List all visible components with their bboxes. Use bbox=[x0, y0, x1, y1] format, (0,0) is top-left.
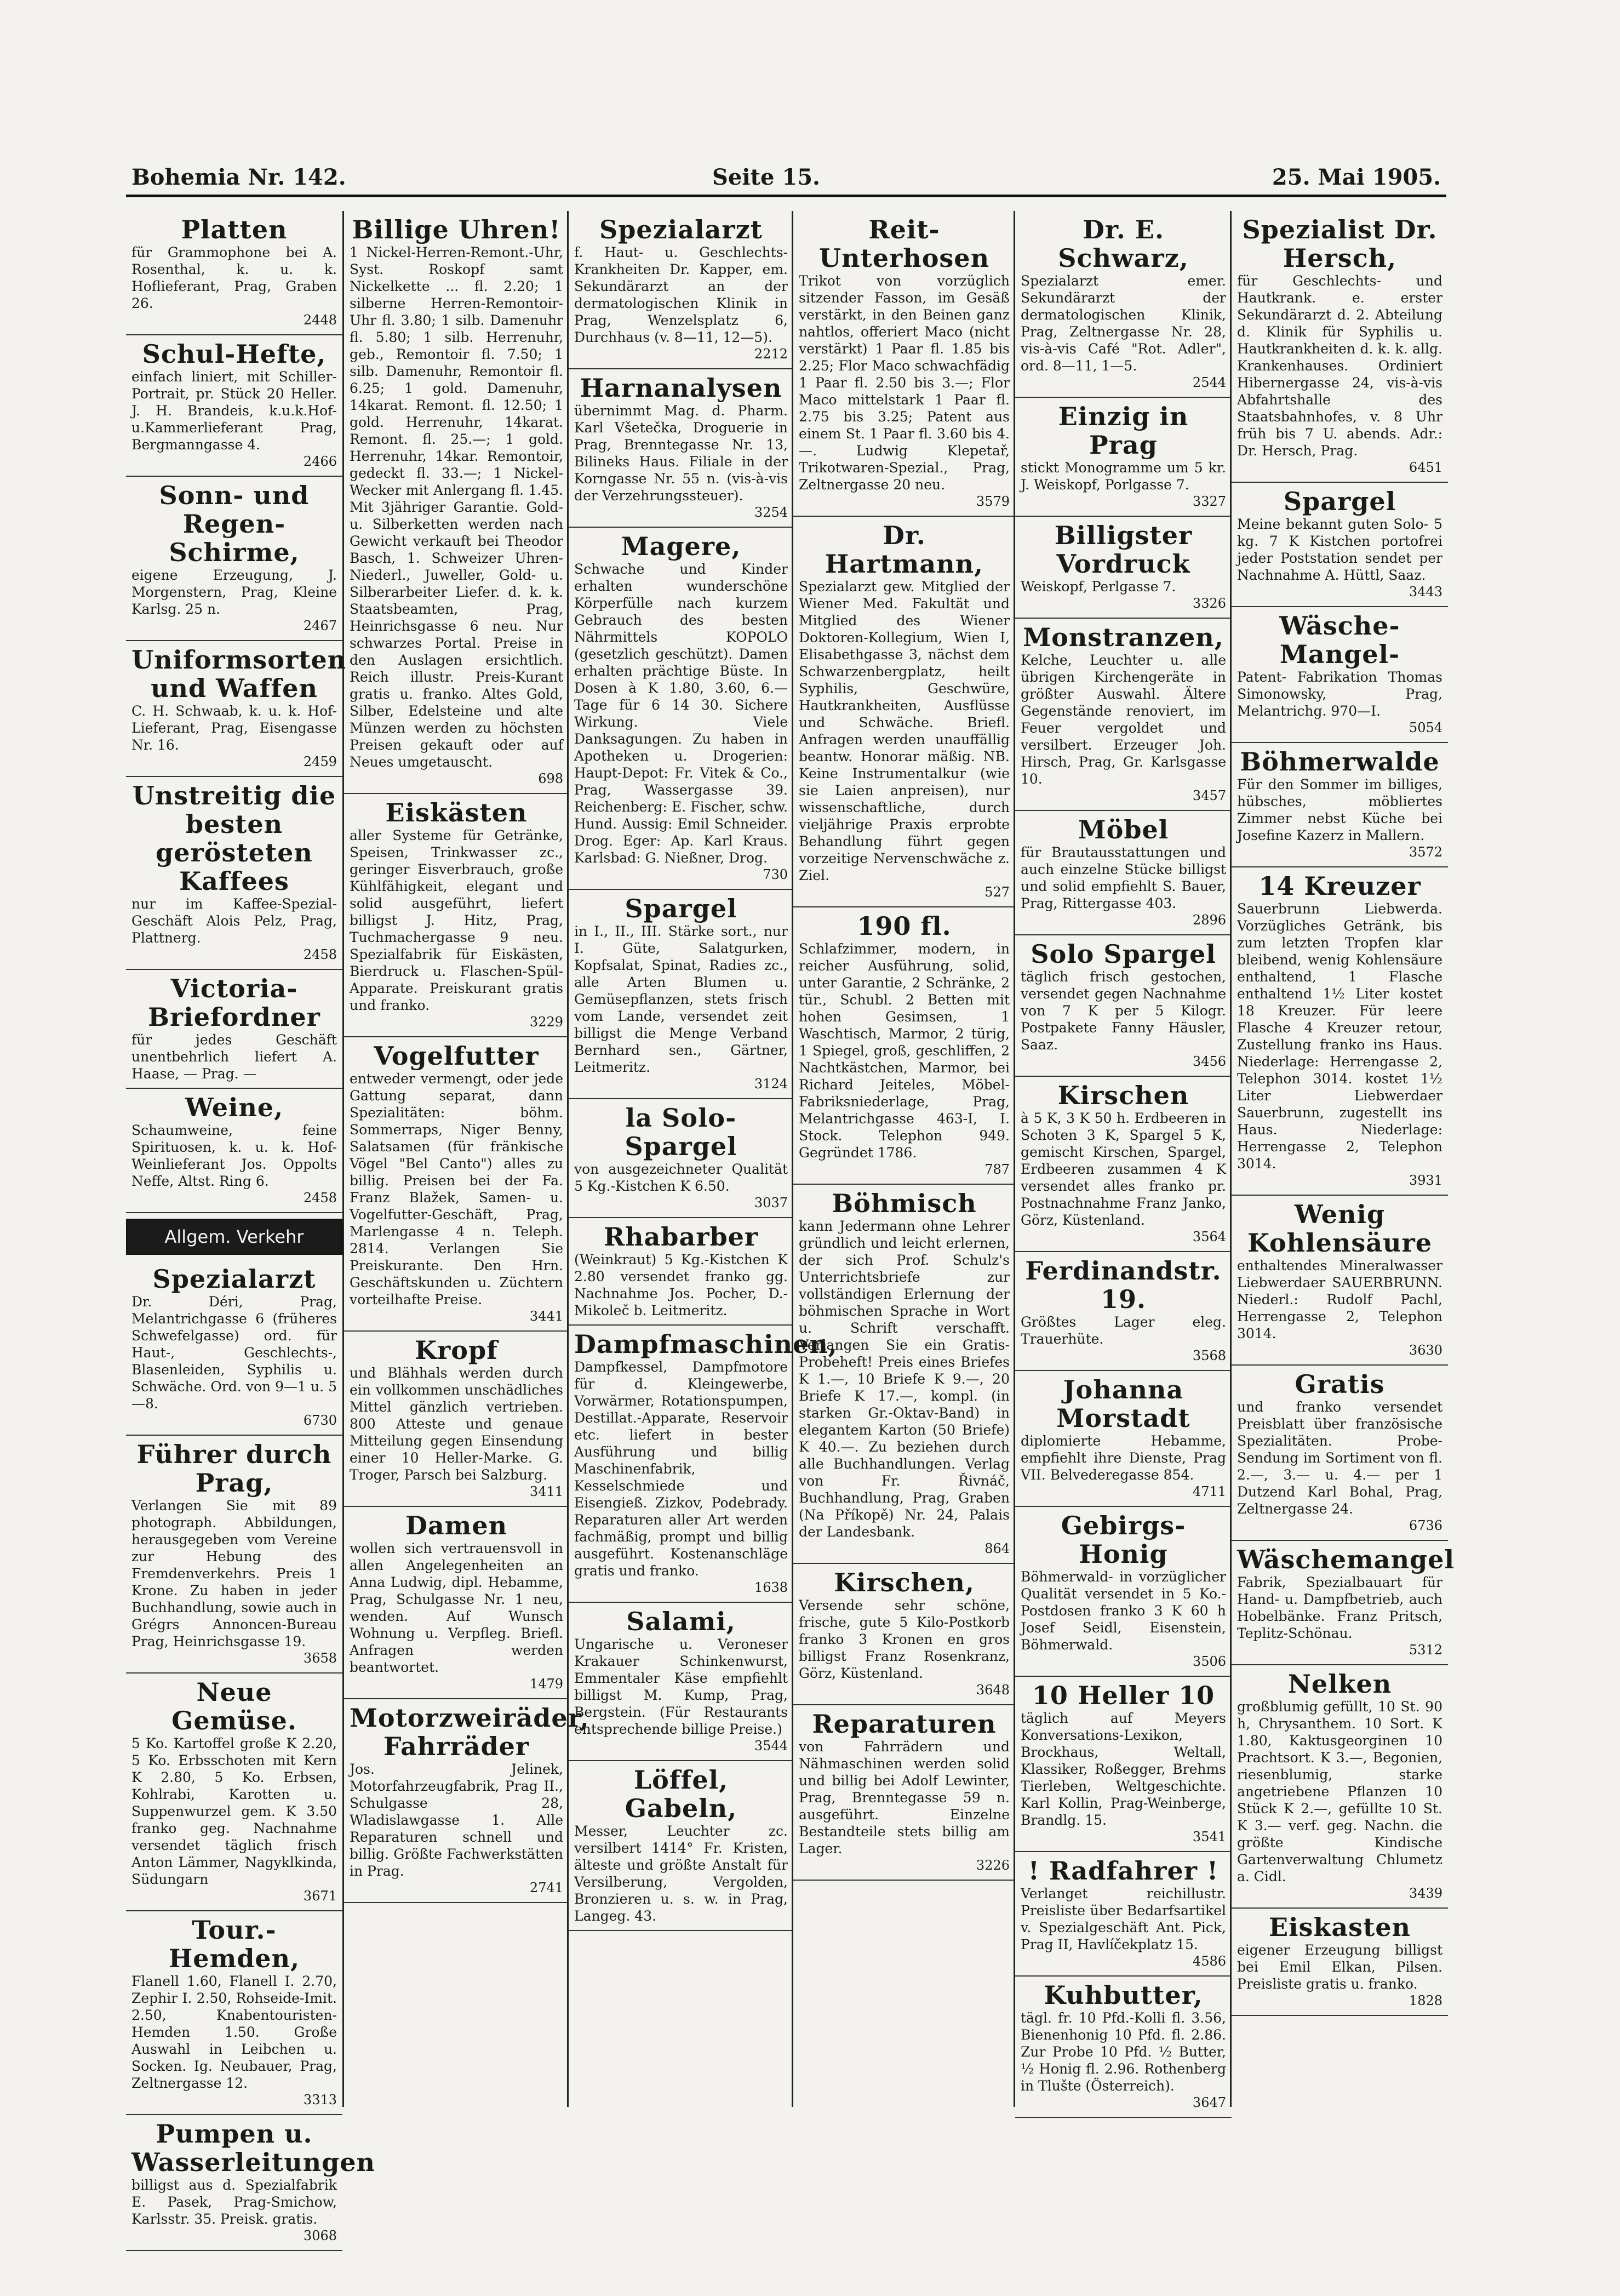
ad-number: 3931 bbox=[1409, 1173, 1442, 1188]
ad-number: 6730 bbox=[303, 1413, 337, 1428]
ad-body: täglich auf Meyers Konversations-Lexikon, Brockhaus, Weltall, Klassiker, Roßegger, Brehms Tierleben, Weltgeschichte. Karl Kollin, Prag-Weinberge, Brandlg. 15. bbox=[1021, 1710, 1226, 1828]
advertisement bbox=[569, 1326, 838, 1603]
ad-title: Tour.-Hemden, bbox=[168, 1915, 300, 1973]
ad-title: Victoria-Briefordner bbox=[148, 974, 320, 1032]
ad-number: 6736 bbox=[1409, 1518, 1442, 1533]
advertisement bbox=[569, 211, 793, 369]
ad-title: Wäsche-Mangel- bbox=[1279, 611, 1400, 669]
ad-body: Schlafzimmer, modern, in reicher Ausführung, solid, unter Garantie, 2 Schränke, 2 tür., Schubl. 2 Betten mit hohen Gesimsen, 1 Waschtisch, Marmor, 2 türig, 1 Spiegel, groß, geschliffen, 2 Nachtkästchen, Marmor, bei Richard Jeiteles, Möbel-Fabriksniederlage, Prag, Melantrichgasse 463-I, I. Stock. Telephon 949. Gegründet 1786. bbox=[799, 941, 1010, 1161]
advertisement bbox=[126, 970, 342, 1089]
ad-body: stickt Monogramme um 5 kr. J. Weiskopf, Porlgasse 7. bbox=[1021, 460, 1226, 493]
ad-number: 698 bbox=[538, 771, 563, 786]
ad-number: 3658 bbox=[303, 1650, 337, 1666]
advertisement bbox=[569, 1099, 793, 1218]
column-5 bbox=[1014, 211, 1232, 2110]
ad-number: 3564 bbox=[1192, 1229, 1226, 1244]
ad-title: Nelken bbox=[1287, 1669, 1392, 1699]
ad-title: Weine, bbox=[185, 1093, 284, 1122]
ad-title: Damen bbox=[405, 1511, 508, 1540]
ad-title: Böhmisch bbox=[832, 1189, 977, 1218]
advertisement bbox=[1232, 743, 1448, 867]
advertisement bbox=[569, 1761, 793, 1931]
ad-title: Billige Uhren! bbox=[352, 215, 561, 244]
ad-body: C. H. Schwaab, k. u. k. Hof-Lieferant, Prag, Eisengasse Nr. 16. bbox=[131, 703, 337, 753]
ad-title: Führer durch Prag, bbox=[136, 1440, 332, 1498]
ad-number: 3254 bbox=[754, 505, 788, 520]
ad-title: Spargel bbox=[1283, 487, 1396, 516]
ad-number: 3579 bbox=[976, 494, 1010, 509]
ad-number: 6451 bbox=[1409, 460, 1442, 475]
ad-body: eigene Erzeugung, J. Morgenstern, Prag, Kleine Karlsg. 25 n. bbox=[131, 567, 337, 617]
ad-title: Dr. E. Schwarz, bbox=[1058, 215, 1189, 273]
ad-title: Dr. Hartmann, bbox=[825, 521, 984, 579]
ad-title: Spezialist Dr. Hersch, bbox=[1242, 215, 1438, 273]
advertisement bbox=[1015, 398, 1232, 517]
advertisement bbox=[1015, 811, 1232, 935]
ad-body: Messer, Leuchter zc. versilbert 1414° Fr. Kristen, älteste und größte Anstalt für Versilberung, Vergolden, Bronzieren u. s. w. in Prag, Langeg. 43. bbox=[574, 1823, 788, 1924]
advertisement bbox=[1015, 1371, 1232, 1507]
ad-number: 4586 bbox=[1192, 1954, 1226, 1969]
ad-title: Unstreitig die besten gerösteten Kaffees bbox=[132, 781, 336, 896]
advertisement bbox=[1232, 211, 1448, 483]
ad-number: 3229 bbox=[529, 1014, 563, 1030]
ad-title: Magere, bbox=[621, 532, 741, 561]
ad-body: Dr. Déri, Prag, Melantrichgasse 6 (früheres Schwefelgasse) ord. für Haut-, Geschlechts-, Blasenleiden, Syphilis u. Schwäche. Ord. von 9—1 u. 5—8. bbox=[131, 1294, 337, 1412]
advertisement bbox=[793, 517, 1015, 907]
ad-title: Vogelfutter bbox=[374, 1041, 539, 1071]
ad-number: 3037 bbox=[754, 1195, 788, 1210]
ad-body: billigst aus d. Spezialfabrik E. Pasek, Prag-Smichow, Karlsstr. 35. Preisk. gratis. bbox=[131, 2177, 337, 2227]
ad-number: 3541 bbox=[1192, 1829, 1226, 1844]
advertisement bbox=[1232, 867, 1448, 1196]
ad-body: eigener Erzeugung billigst bei Emil Elkan, Pilsen. Preisliste gratis u. franko. bbox=[1237, 1942, 1442, 1992]
ad-number: 1479 bbox=[529, 1676, 563, 1692]
advertisement bbox=[793, 1564, 1015, 1705]
advertisement bbox=[569, 369, 793, 528]
advertisement bbox=[126, 641, 347, 777]
advertisement bbox=[126, 1260, 342, 1436]
ad-number: 2458 bbox=[303, 1190, 337, 1206]
ad-body: 5 Ko. Kartoffel große K 2.20, 5 Ko. Erbsschoten mit Kern K 2.80, 5 Ko. Erbsen, Kohlrabi, Karotten u. Suppenwurzel gem. K 3.50 franko geg. Nachnahme versendet täglich frisch Anton Lämmer, Nagyklkinda, Südungarn bbox=[131, 1735, 337, 1887]
ad-body: (Weinkraut) 5 Kg.-Kistchen K 2.80 versendet franko gg. Nachnahme Jos. Pocher, D.-Mikoleč b. Leitmeritz. bbox=[574, 1252, 788, 1318]
ad-title: Monstranzen, bbox=[1023, 622, 1224, 652]
ad-number: 3226 bbox=[976, 1858, 1010, 1873]
advertisement bbox=[126, 477, 342, 641]
advertisement bbox=[1232, 1541, 1455, 1665]
ad-body: und Blähhals werden durch ein vollkommen unschädliches Mittel gänzlich vertrieben. 800 Atteste und genaue Mitteilung gegen Einsendung einer 10 Heller-Marke. G. Troger, Parsch bei Salzburg. bbox=[350, 1365, 563, 1483]
ad-number: 1828 bbox=[1409, 1993, 1442, 2008]
advertisement bbox=[793, 211, 1015, 517]
ad-title: Uniformsorten und Waffen bbox=[131, 645, 347, 703]
ad-body: Schwache und Kinder erhalten wunderschöne Körperfülle nach kurzem Gebrauch des besten Nährmittels KOPOLO (gesetzlich geschützt). Damen erhalten prächtige Büste. In Dosen à K 1.80, 3.60, 6.— Tage für 6 14 30. Sichere Wirkung. Viele Danksagungen. Zu haben in Apotheken u. Drogerien: Haupt-Depot: Fr. Vitek & Co., Prag, Wassergasse 39. Reichenberg: E. Fischer, schw. Hund. Aussig: Emil Schneider. Drog. Eger: Ap. Karl Kraus. Karlsbad: G. Nießner, Drog. bbox=[574, 561, 788, 866]
ad-body: großblumig gefüllt, 10 St. 90 h, Chrysanthem. 10 Sort. K 1.80, Kaktusgeorginen 10 Prachtsort. K 3.—, Begonien, riesenblumig, starke angetriebene Pflanzen 10 Stück K 2.—, gefüllte 10 St. K 3.— verf. geg. Nachn. die größte Kindische Gartenverwaltung Chlumetz a. Cidl. bbox=[1237, 1699, 1442, 1884]
ad-number: 3439 bbox=[1409, 1886, 1442, 1901]
ad-number: 2458 bbox=[303, 947, 337, 962]
ad-title: Gebirgs-Honig bbox=[1061, 1511, 1186, 1569]
ad-title: Löffel, Gabeln, bbox=[625, 1765, 737, 1823]
ad-number: 787 bbox=[984, 1162, 1010, 1177]
advertisement bbox=[126, 2115, 375, 2251]
ad-body: übernimmt Mag. d. Pharm. Karl Všetečka, Droguerie in Prag, Brenntegasse Nr. 13, Bilineks Haus. Filiale in der Korngasse Nr. 55 n. (vis-à-vis der Verzehrungssteuer). bbox=[574, 403, 788, 504]
ad-body: Verlangen Sie mit 89 photograph. Abbildungen, herausgegeben vom Vereine zur Hebung des Fremdenverkehrs. Preis 1 Krone. Zu haben in jeder Buchhandlung, sowie auch in Grégrs Annoncen-Bureau Prag, Heinrichsgasse 19. bbox=[131, 1498, 337, 1649]
advertisement bbox=[344, 1699, 589, 1903]
ad-title: Schul-Hefte, bbox=[142, 339, 327, 369]
advertisement bbox=[126, 335, 342, 477]
ad-body: Dampfkessel, Dampfmotore für d. Kleingewerbe, Vorwärmer, Rotationspumpen, Destillat.-Apparate, Reservoir etc. liefert in bester Ausführung und billig Maschinenfabrik, Kesselschmiede und Eisengieß. Zizkov, Podebrady. Reparaturen aller Art werden fachmäßig, prompt und billig ausgeführt. Kostenanschläge gratis und franko. bbox=[574, 1359, 788, 1579]
ad-body: nur im Kaffee-Spezial-Geschäft Alois Pelz, Prag, Plattnerg. bbox=[131, 896, 337, 946]
ad-body: diplomierte Hebamme, empfiehlt ihre Dienste, Prag VII. Belvederegasse 854. bbox=[1021, 1433, 1226, 1483]
advertisement bbox=[1015, 935, 1232, 1077]
advertisement bbox=[1015, 1852, 1232, 1977]
advertisement bbox=[569, 890, 793, 1099]
advertisement bbox=[1232, 607, 1448, 743]
ad-body: aller Systeme für Getränke, Speisen, Trinkwasser zc., geringer Eisverbrauch, große Kühlfähigkeit, elegant und solid ausgeführt, liefert billigst J. Hitz, Prag, Tuchmachergasse 9 neu. Spezialfabrik für Eiskästen, Bierdruck u. Flaschen-Spül-Apparate. Preiskurant gratis und franko. bbox=[350, 827, 563, 1013]
ad-number: 3313 bbox=[303, 2092, 337, 2107]
advertisement bbox=[126, 1089, 342, 1213]
header-center: Seite 15. bbox=[712, 164, 820, 190]
ad-body: kann Jedermann ohne Lehrer gründlich und leicht erlernen, der sich Prof. Schulz's Unterrichtsbriefe zur vollständigen Erlernung der böhmischen Sprache in Wort u. Schrift verschafft. Verlangen Sie ein Gratis-Probeheft! Preis eines Briefes K 1.—, 10 Briefe K 9.—, 20 Briefe K 17.—, kompl. (in starken Gr.-Oktav-Band) in elegantem Karton (50 Briefe) K 40.—. Zu beziehen durch alle Buchhandlungen. Verlag von Fr. Řivnáč, Buchhandlung, Prag, Graben (Na Příkopě) Nr. 24, Palais der Landesbank. bbox=[799, 1218, 1010, 1540]
advertisement bbox=[1015, 1507, 1232, 1677]
ad-number: 5054 bbox=[1409, 720, 1442, 735]
ad-number: 2741 bbox=[529, 1880, 563, 1895]
ad-body: Kelche, Leuchter u. alle übrigen Kirchengeräte in größter Auswahl. Ältere Gegenstände renoviert, im Feuer vergoldet und versilbert. Erzeuger Joh. Hirsch, Prag, Gr. Karlsgasse 10. bbox=[1021, 652, 1226, 787]
advertisement bbox=[344, 1037, 569, 1332]
ad-title: Pumpen u. Wasserleitungen bbox=[131, 2119, 375, 2177]
ad-number: 3647 bbox=[1192, 2095, 1226, 2110]
advertisement bbox=[793, 1185, 1015, 1564]
ad-body: Meine bekannt guten Solo- 5 kg. 7 K Kistchen portofrei jeder Poststation sendet per Nachnahme A. Hüttl, Saaz. bbox=[1237, 516, 1442, 583]
ad-body: Böhmerwald- in vorzüglicher Qualität versendet in 5 Ko.-Postdosen franko 3 K 60 h Josef Seidl, Eisenstein, Böhmerwald. bbox=[1021, 1569, 1226, 1653]
ad-title: Dampfmaschinen, bbox=[574, 1329, 838, 1359]
ad-title: Spezialarzt bbox=[152, 1264, 316, 1294]
ad-number: 5312 bbox=[1409, 1642, 1442, 1658]
ad-body: f. Haut- u. Geschlechts-Krankheiten Dr. Kapper, em. Sekundärarzt an der dermatologischen Klinik in Prag, Wenzelsplatz 6, Durchhaus (v. 8—11, 12—5). bbox=[574, 244, 788, 345]
header-left: Bohemia Nr. 142. bbox=[131, 164, 346, 190]
ad-number: 3506 bbox=[1192, 1654, 1226, 1669]
column-1 bbox=[126, 211, 375, 2243]
ad-number: 3671 bbox=[303, 1888, 337, 1904]
advertisement bbox=[344, 1332, 569, 1507]
ad-body: Patent- Fabrikation Thomas Simonowsky, Prag, Melantrichg. 970—I. bbox=[1237, 669, 1442, 719]
ad-title: Solo Spargel bbox=[1031, 939, 1216, 969]
ad-body: enthaltendes Mineralwasser Liebwerdaer SAUERBRUNN. Niederl.: Rudolf Pachl, Herrengasse 2, Telephon 3014. bbox=[1237, 1258, 1442, 1341]
ad-title: Reit-Unterhosen bbox=[818, 215, 990, 273]
ad-number: 2212 bbox=[754, 346, 788, 362]
ad-number: 3068 bbox=[303, 2228, 337, 2243]
ad-body: wollen sich vertrauensvoll in allen Angelegenheiten an Anna Ludwig, dipl. Hebamme, Prag, Schulgasse Nr. 1 neu, wenden. Auf Wunsch Wohnung u. Verpfleg. Briefl. Anfragen werden beantwortet. bbox=[350, 1540, 563, 1675]
ad-title: Böhmerwalde bbox=[1240, 747, 1440, 776]
advertisement bbox=[1232, 1909, 1448, 2016]
ad-number: 3411 bbox=[529, 1484, 563, 1499]
ad-number: 2459 bbox=[303, 754, 337, 769]
ad-number: 3544 bbox=[754, 1738, 788, 1754]
ad-title: 14 Kreuzer bbox=[1258, 871, 1421, 901]
advertisement bbox=[1232, 1366, 1448, 1541]
ad-title: Harnanalysen bbox=[580, 373, 782, 403]
ad-body: à 5 K, 3 K 50 h. Erdbeeren in Schoten 3 K, Spargel 5 K, gemischt Kirschen, Spargel, Erdbeeren zusammen 4 K versendet alles franko pr. Postnachnahme Franz Janko, Görz, Küstenland. bbox=[1021, 1110, 1226, 1228]
advertisement bbox=[344, 211, 569, 794]
ad-title: Eiskästen bbox=[385, 798, 528, 827]
ad-body: einfach liniert, mit Schiller-Portrait, pr. Stück 20 Heller. J. H. Brandeis, k.u.k.Hof-u.Kammerlieferant Prag, Bergmanngasse 4. bbox=[131, 369, 337, 453]
advertisement bbox=[126, 777, 342, 970]
ad-title: Spezialarzt bbox=[599, 215, 763, 244]
ad-title: Neue Gemüse. bbox=[171, 1677, 297, 1735]
advertisement bbox=[1015, 1077, 1232, 1252]
ad-body: Weiskopf, Perlgasse 7. bbox=[1021, 579, 1176, 595]
ad-number: 3326 bbox=[1192, 596, 1226, 611]
ad-title: Motorzweiräder, Fahrräder bbox=[350, 1703, 589, 1761]
ad-title: Reparaturen bbox=[812, 1709, 997, 1739]
advertisement bbox=[1015, 517, 1232, 619]
ad-body: Größtes Lager eleg. Trauerhüte. bbox=[1021, 1314, 1226, 1347]
ad-number: 527 bbox=[984, 884, 1010, 900]
ad-body: tägl. fr. 10 Pfd.-Kolli fl. 3.56, Bienenhonig 10 Pfd. fl. 2.86. Zur Probe 10 Pfd. ½ Butter, ½ Honig fl. 2.96. Rothenberg in Tlušte (Österreich). bbox=[1021, 2010, 1226, 2094]
ad-title: Kirschen bbox=[1057, 1081, 1189, 1110]
advertisement bbox=[569, 1218, 793, 1326]
ad-body: täglich frisch gestochen, versendet gegen Nachnahme von 7 K per 5 Kilogr. Postpakete Fanny Häusler, Saaz. bbox=[1021, 969, 1226, 1053]
advertisement bbox=[1015, 211, 1232, 398]
ad-title: Wäschemangel bbox=[1237, 1545, 1455, 1574]
ad-body: Verlanget reichillustr. Preisliste über Bedarfsartikel v. Spezialgeschäft Ant. Pick, Prag II, Havlíčekplatz 15. bbox=[1021, 1886, 1226, 1952]
advertisement bbox=[569, 1603, 793, 1761]
ad-number: 2896 bbox=[1192, 912, 1226, 928]
ad-body: Schaumweine, feine Spirituosen, k. u. k. Hof-Weinlieferant Jos. Oppolts Neffe, Altst. Ring 6. bbox=[131, 1122, 337, 1189]
advertisement bbox=[569, 528, 793, 890]
column-3 bbox=[567, 211, 838, 2107]
advertisement bbox=[344, 1507, 569, 1699]
advertisement bbox=[126, 1911, 342, 2115]
ad-number: 3572 bbox=[1409, 844, 1442, 860]
ad-number: 3457 bbox=[1192, 788, 1226, 803]
ad-number: 3456 bbox=[1192, 1054, 1226, 1069]
ad-body: Trikot von vorzüglich sitzender Fasson, im Gesäß verstärkt, in den Beinen ganz nahtlos, offeriert Maco (nicht verstärkt) 1 Paar fl. 1.85 bis 2.25; Flor Maco schwachfädig 1 Paar fl. 2.50 bis 3.—; Flor Maco mittelstark 1 Paar fl. 2.75 bis 3.25; Patent aus einem St. 1 Paar fl. 3.60 bis 4.—. Ludwig Klepetař, Trikotwaren-Spezial., Prag, Zeltnergasse 20 neu. bbox=[799, 273, 1010, 493]
ad-body: Flanell 1.60, Flanell I. 2.70, Zephir I. 2.50, Rohseide-Imit. 2.50, Knabentouristen-Hemden 1.50. Große Auswahl in Leibchen u. Socken. Ig. Neubauer, Prag, Zeltnergasse 12. bbox=[131, 1973, 337, 2091]
ad-number: 864 bbox=[984, 1541, 1010, 1556]
ad-body: und franko versendet Preisblatt über französische Spezialitäten. Probe-Sendung im Sortiment von fl. 2.—, 3.— u. 4.— per 1 Dutzend Karl Bohal, Prag, Zeltnergasse 24. bbox=[1237, 1399, 1442, 1517]
advertisement bbox=[793, 1705, 1015, 1881]
ad-title: Johanna Morstadt bbox=[1056, 1375, 1190, 1433]
advertisement bbox=[1232, 1665, 1448, 1909]
ad-body: Fabrik, Spezialbauart für Hand- u. Dampfbetrieb, auch Hobelbänke. Franz Pritsch, Teplitz-Schönau. bbox=[1237, 1574, 1442, 1641]
ad-title: Kirschen, bbox=[834, 1568, 975, 1597]
ad-title: Rhabarber bbox=[603, 1222, 759, 1252]
ad-title: Wenig Kohlensäure bbox=[1247, 1200, 1432, 1258]
ad-number: 730 bbox=[763, 867, 788, 882]
ad-body: Für den Sommer im billiges, hübsches, möbliertes Zimmer nebst Küche bei Josefine Kazerz in Mallern. bbox=[1237, 776, 1442, 843]
ad-number: 3443 bbox=[1409, 584, 1442, 599]
ad-number: 4711 bbox=[1192, 1484, 1226, 1499]
ad-body: Versende sehr schöne, frische, gute 5 Kilo-Postkorb franko 3 Kronen en gros billigst Franz Rosenkranz, Görz, Küstenland. bbox=[799, 1597, 1010, 1681]
ad-body: Spezialarzt gew. Mitglied der Wiener Med. Fakultät und Mitglied des Wiener Doktoren-Kollegium, Wien I, Elisabethgasse 3, nächst dem Schwarzenbergplatz, heilt Syphilis, Geschwüre, Hautkrankheiten, Ausflüsse und Schwäche. Briefl. Anfragen werden unauffällig beantw. Honorar mäßig. NB. Keine Instrumentalkur (wie sie Laien anpreisen), nur wissenschaftliche, durch vieljährige Praxis erprobte Behandlung führt gegen vorzeitige Nervenschwäche z. Ziel. bbox=[799, 579, 1010, 883]
ad-number: 2544 bbox=[1192, 375, 1226, 390]
header-rule bbox=[126, 195, 1446, 197]
ad-number: 3648 bbox=[976, 1682, 1010, 1698]
advertisement bbox=[126, 1436, 342, 1674]
ad-title: Spargel bbox=[625, 894, 737, 923]
ad-body: für Grammophone bei A. Rosenthal, k. u. k. Hoflieferant, Prag, Graben 26. bbox=[131, 244, 337, 311]
advertisement bbox=[1232, 483, 1448, 607]
ad-title: ! Radfahrer ! bbox=[1028, 1856, 1219, 1886]
ad-body: in I., II., III. Stärke sort., nur I. Güte, Salatgurken, Kopfsalat, Spinat, Radies zc., alle Arten Blumen u. Gemüsepflanzen, stets frisch vom Lande, versendet zeit billigst die Menge Verband Bernhard sen., Gärtner, Leitmeritz. bbox=[574, 923, 788, 1075]
ad-title: la Solo-Spargel bbox=[625, 1103, 737, 1161]
header-right: 25. Mai 1905. bbox=[1272, 164, 1441, 190]
advertisement bbox=[1015, 1977, 1232, 2118]
ad-body: Sauerbrunn Liebwerda. Vorzügliches Getränk, bis zum letzten Tropfen klar bleibend, wenig Kohlensäure enthaltend, 1 Flasche enthaltend 1½ Liter kostet 18 Kreuzer. Für leere Flasche 4 Kreuzer retour, Zustellung franko ins Haus. Niederlage: Herrengasse 2, Telephon 3014. kostet 1½ Liter Liebwerdaer Sauerbrunn, zugestellt ins Haus. Niederlage: Herrengasse 2, Telephon 3014. bbox=[1237, 901, 1442, 1172]
ad-body: für jedes Geschäft unentbehrlich liefert A. Haase, — Prag. — bbox=[131, 1032, 337, 1082]
ad-title: Platten bbox=[181, 215, 288, 244]
ad-number: 3630 bbox=[1409, 1343, 1442, 1358]
ad-body: für Brautausstattungen und auch einzelne Stücke billigst und solid empfiehlt S. Bauer, Prag, Rittergasse 403. bbox=[1021, 844, 1226, 911]
columns bbox=[126, 211, 1455, 2243]
ad-title: 10 Heller 10 bbox=[1032, 1681, 1215, 1710]
ad-number: 1638 bbox=[754, 1580, 788, 1595]
ad-title: Billigster Vordruck bbox=[1054, 521, 1193, 579]
ad-body: 1 Nickel-Herren-Remont.-Uhr, Syst. Roskopf samt Nickelkette ... fl. 2.20; 1 silberne Herren-Remontoir-Uhr fl. 3.80; 1 silb. Damenuhr fl. 5.80; 1 silb. Herrenuhr, geb., Remontoir fl. 7.50; 1 silb. Damenuhr, Remontoir fl. 6.25; 1 gold. Damenuhr, 14karat. Remont. fl. 12.50; 1 gold. Herrenuhr, 14karat. Remont. fl. 25.—; 1 gold. Herrenuhr, 14kar. Remontoir, gedeckt fl. 33.—; 1 Nickel-Wecker mit Anlergang fl. 1.45. Mit 3jähriger Garantie. Gold- u. Silberketten werden nach Gewicht verkauft bei Theodor Basch, 1. Schweizer Uhren-Niederl., Juweller, Gold- u. Silberarbeiter Liefer. d. k. k. Staatsbeamten, Prag, Heinrichsgasse 6 neu. Nur schwarzes Portal. Preise in den Auslagen ersichtlich. Reich illustr. Preis-Kurant gratis u. franko. Altes Gold, Silber, Edelsteine und alte Münzen werden zu höchsten Preisen gekauft oder auf Neues umgetauscht. bbox=[350, 244, 563, 770]
ad-title: Eiskasten bbox=[1269, 1912, 1411, 1942]
ad-body: Jos. Jelinek, Motorfahrzeugfabrik, Prag II., Schulgasse 28, Wladislawgasse 1. Alle Reparaturen schnell und billig. Größte Fachwerkstätten in Prag. bbox=[350, 1761, 563, 1879]
ad-title: Kuhbutter, bbox=[1044, 1980, 1203, 2010]
ad-body: entweder vermengt, oder jede Gattung separat, dann Spezialitäten: böhm. Sommerraps, Niger Benny, Salatsamen (für fränkische Vögel "Bel Canto") alles zu billig. Preisen bei der Fa. Franz Blažek, Samen- u. Vogelfutter-Geschäft, Prag, Marlengasse 4 n. Teleph. 2814. Verlangen Sie Preiskurante. Den Hrn. Geschäftskunden u. Züchtern vorteilhafte Preise. bbox=[350, 1071, 563, 1307]
advertisement bbox=[1015, 1252, 1232, 1371]
advertisement bbox=[1015, 619, 1232, 811]
advertisement bbox=[1015, 1677, 1232, 1852]
ad-title: Gratis bbox=[1295, 1369, 1385, 1399]
ad-title: Ferdinandstr. 19. bbox=[1025, 1256, 1222, 1314]
ad-body: Ungarische u. Veroneser Krakauer Schinkenwurst, Emmentaler Käse empfiehlt billigst M. Kump, Prag, Bergstein. (Für Restaurants entsprechende billige Preise.) bbox=[574, 1636, 788, 1737]
section-label: Allgem. Verkehr bbox=[126, 1219, 342, 1255]
column-2 bbox=[342, 211, 589, 2107]
advertisement bbox=[344, 794, 569, 1037]
ad-number: 2448 bbox=[303, 312, 337, 328]
ad-body: von ausgezeichneter Qualität 5 Kg.-Kistchen K 6.50. bbox=[574, 1161, 788, 1194]
ad-title: 190 fl. bbox=[857, 911, 952, 941]
advertisement bbox=[126, 211, 342, 335]
ad-title: Sonn- und Regen-Schirme, bbox=[159, 481, 310, 567]
column-4 bbox=[792, 211, 1015, 2107]
ad-number: 3124 bbox=[754, 1076, 788, 1092]
ad-number: 2467 bbox=[303, 618, 337, 633]
ad-number: 2466 bbox=[303, 454, 337, 469]
ad-body: Spezialarzt emer. Sekundärarzt der dermatologischen Klinik, Prag, Zeltnergasse Nr. 28, vis-à-vis Café "Rot. Adler", ord. 8—11, 1—5. bbox=[1021, 273, 1226, 374]
advertisement bbox=[793, 907, 1015, 1185]
ad-body: von Fahrrädern und Nähmaschinen werden solid und billig bei Adolf Lewinter, Prag, Brenntegasse 59 n. ausgeführt. Einzelne Bestandteile stets billig am Lager. bbox=[799, 1739, 1010, 1857]
ad-number: 3327 bbox=[1192, 494, 1226, 509]
ad-title: Möbel bbox=[1078, 815, 1169, 844]
page-header bbox=[126, 164, 1446, 197]
column-6 bbox=[1230, 211, 1455, 2107]
ad-title: Salami, bbox=[626, 1607, 736, 1636]
ad-number: 3441 bbox=[529, 1309, 563, 1324]
ad-body: für Geschlechts- und Hautkrank. e. erster Sekundärarzt d. 2. Abteilung d. Klinik für Syphilis u. Hautkrankheiten d. k. k. allg. Krankenhauses. Ordiniert Hibernergasse 24, vis-à-vis Abfahrtshalle des Staatsbahnhofes, v. 8 Uhr früh bis 7 U. abends. Adr.: Dr. Hersch, Prag. bbox=[1237, 273, 1442, 459]
ad-title: Kropf bbox=[415, 1335, 498, 1365]
advertisement bbox=[1232, 1196, 1448, 1366]
advertisement bbox=[126, 1674, 342, 1911]
ad-number: 3568 bbox=[1192, 1348, 1226, 1363]
ad-title: Einzig in Prag bbox=[1058, 402, 1189, 460]
